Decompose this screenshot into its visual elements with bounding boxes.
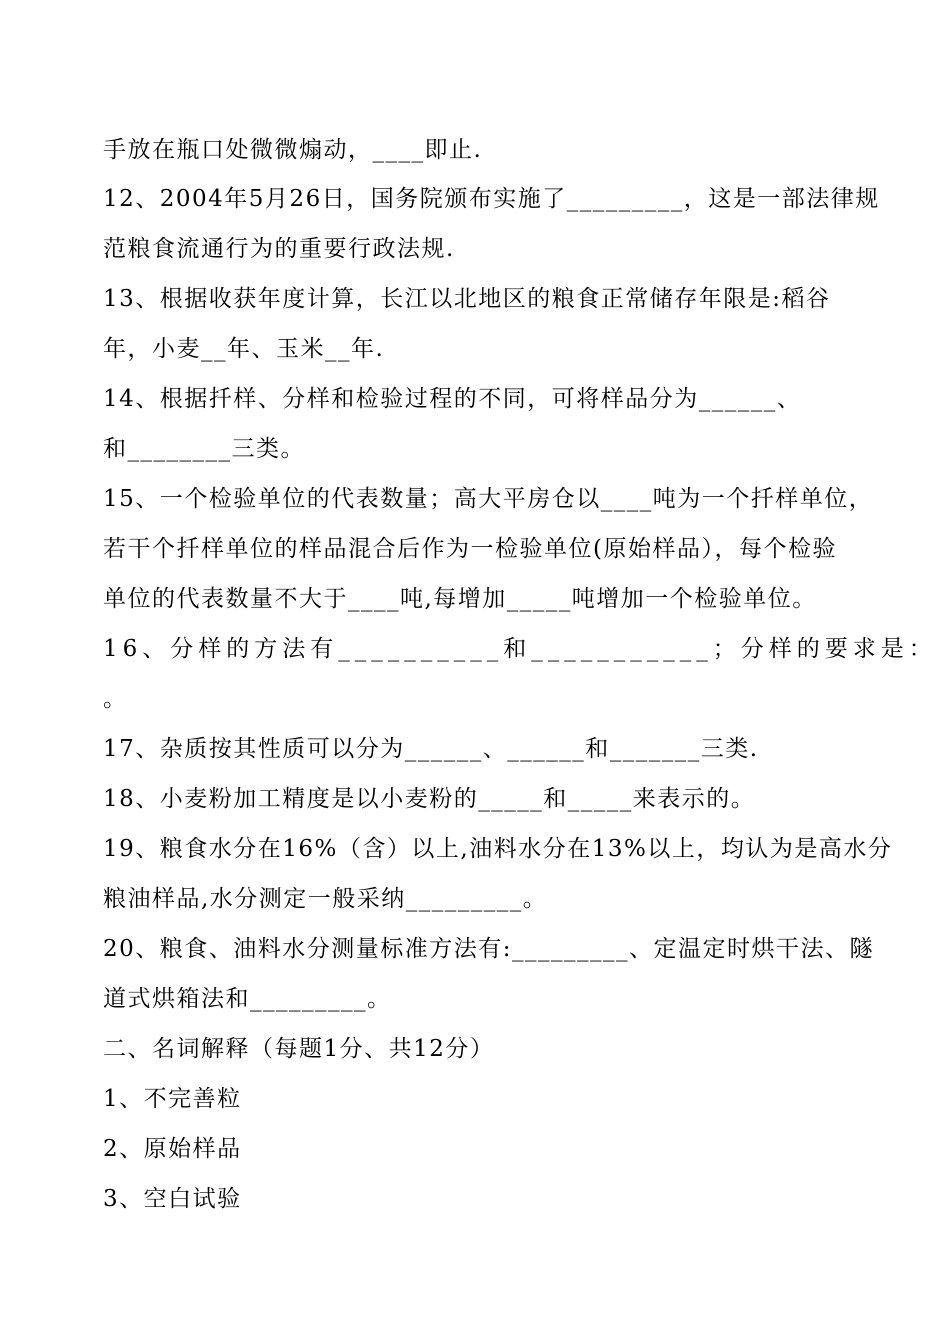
question-19-line-1: 19、粮食水分在16%（含）以上,油料水分在13%以上，均认为是高水分 [103,836,893,862]
question-20-line-1: 20、粮食、油料水分测量标准方法有:_________、定温定时烘干法、隧 [103,936,875,962]
question-16-line-2: 。 [103,686,128,712]
term-item-3: 3、空白试验 [103,1186,242,1212]
question-12-line-1: 12、2004年5月26日，国务院颁布实施了_________，这是一部法律规 [103,186,880,212]
question-19-line-2: 粮油样品,水分测定一般采纳_________。 [103,886,548,912]
section-heading: 二、名词解释（每题1分、共12分） [103,1036,495,1062]
question-12-line-2: 范粮食流通行为的重要行政法规. [103,236,455,262]
question-17-line: 17、杂质按其性质可以分为______、______和_______三类. [103,736,759,762]
question-14-line-1: 14、根据扦样、分样和检验过程的不同，可将样品分为______、 [103,386,802,412]
question-20-line-2: 道式烘箱法和_________。 [103,986,392,1012]
question-13-line-1: 13、根据收获年度计算，长江以北地区的粮食正常储存年限是:稻谷 [103,286,831,312]
question-18-line: 18、小麦粉加工精度是以小麦粉的_____和_____来表示的。 [103,786,756,812]
question-16-line-1: 16、分样的方法有__________和___________；分样的要求是： [103,636,937,662]
term-item-2: 2、原始样品 [103,1136,242,1162]
question-15-line-1: 15、一个检验单位的代表数量；高大平房仓以____吨为一个扦样单位， [103,486,874,512]
text-line: 手放在瓶口处微微煽动，____即止. [103,137,483,163]
question-15-line-3: 单位的代表数量不大于____吨,每增加_____吨增加一个检验单位。 [103,586,817,612]
question-14-line-2: 和________三类。 [103,436,305,462]
term-item-1: 1、不完善粒 [103,1086,242,1112]
question-13-line-2: 年，小麦__年、玉米__年. [103,336,385,362]
question-15-line-2: 若干个扦样单位的样品混合后作为一检验单位(原始样品），每个检验 [103,536,837,562]
